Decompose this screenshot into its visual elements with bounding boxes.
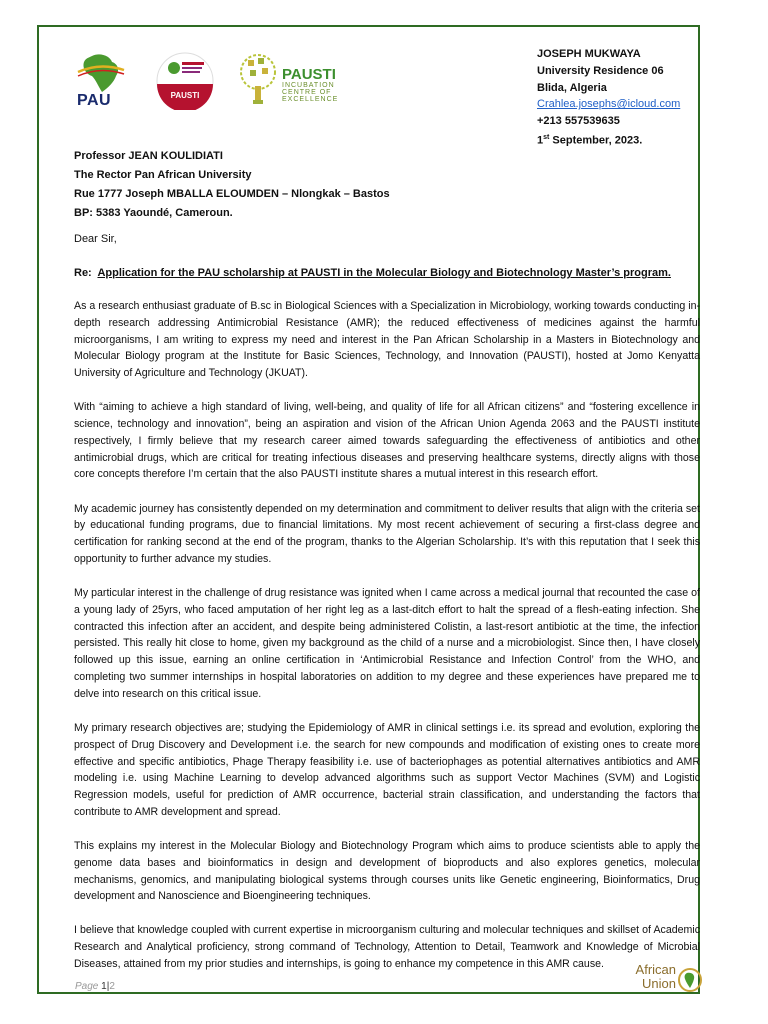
sender-block — [537, 46, 680, 149]
letter-date: 1st September, 2023. — [537, 133, 643, 147]
recipient-name: Professor JEAN KOULIDIATI — [74, 150, 223, 162]
pau-wordmark: PAU — [77, 92, 112, 109]
body-paragraph: My academic journey has consistently depended on my determination and commitment to deliver results that align with the criteria set by educational funding programs, due to financial limitations. My most recent achievement of securing a first-class degree and certification for ranking second at the end of the program, thanks to the Algerian Scholarship. It’s with this reputation that I seek this opportunity to further advance my studies. — [74, 502, 700, 565]
au-emblem-icon — [678, 967, 702, 993]
body-paragraph: My particular interest in the challenge of drug resistance was ignited when I came across a medical journal that recounted the case of a young lady of 25yrs, who faced amputation of her right leg as a last-ditch effort to halt the spread of a flesh-eating infection. She contracted this infection after an accident, and despite being administered Colistin, a last-resort antibiotic at the time, the infection persisted. This really hit close to home, given my background as the child of a nurse and a microbiologist. Since then, I have closely followed up this issue, earning an online certification in ‘Antimicrobial Resistance and Infection Control’ from the WHO, and completing two summer internships in hospital laboratories on addition to my degree and these experiences have prepared me to delve into research on this critical issue. — [74, 587, 700, 700]
pausti-badge-logo — [156, 52, 214, 110]
african-union-wordmark: African Union — [635, 962, 676, 991]
subject-text: Application for the PAU scholarship at PAUSTI in the Molecular Biology and Biotechnology Master’s program. — [97, 267, 671, 279]
letter-body — [74, 298, 700, 990]
body-paragraph: As a research enthusiast graduate of B.sc in Biological Sciences with a Specialization in Microbiology, working towards conducting in-depth research addressing Antimicrobial Resistance (AMR); the reduced effectiveness of medicines against the harmful microorganisms, I am writing to express my need and interest in the Pan African Scholarship in a Masters in Biotechnology and Molecular Biology program at the Institute for Basic Sciences, Technology, and Innovation (PAUSTI), hosted at Jomo Kenyatta University of Agriculture and Technology (JKUAT). — [74, 300, 700, 380]
recipient-postbox: BP: 5383 Yaoundé, Cameroun. — [74, 207, 233, 219]
subject-prefix: Re: — [74, 267, 92, 279]
page-number: Page 1|2 — [75, 981, 115, 992]
body-paragraph: I believe that knowledge coupled with current expertise in microorganism culturing and molecular techniques and skillset of Academic Research and Analytical proficiency, strong command of Technology, Attention to Detail, Teamwork and Knowledge of Microbial Diseases, attained from my prior studies and internships, is going to enhance my competence in this AMR cause. — [74, 924, 700, 971]
african-union-logo — [634, 963, 704, 997]
incubation-subtitle: INCUBATION CENTRE OF EXCELLENCE — [282, 82, 339, 103]
sender-address-line1: University Residence 06 — [537, 64, 664, 77]
subject-line — [74, 267, 671, 279]
sender-name: JOSEPH MUKWAYA — [537, 48, 641, 60]
pausti-badge-text: PAUSTI — [170, 91, 200, 100]
body-paragraph: With “aiming to achieve a high standard of living, well-being, and quality of life for all African citizens” and “fostering excellence in science, technology and innovation”, being an aspiration and vision of the African Union Agenda 2063 and the PAUSTI institute respectively, I firmly believe that my research career aimed towards safeguarding the effectiveness of antibiotics and other antimicrobial drugs, which are critical for treating infectious diseases and preserving healthcare systems, directly aligns with those core concepts therefore I’m certain that the also PAUSTI institute shares a mutual interest in this research effort. — [74, 401, 700, 481]
recipient-title: The Rector Pan African University — [74, 169, 252, 181]
salutation: Dear Sir, — [74, 233, 117, 245]
pausti-incubation-logo — [238, 52, 358, 112]
recipient-block — [74, 147, 390, 223]
sender-email-link[interactable]: Crahlea.josephs@icloud.com — [537, 98, 681, 111]
tree-lightbulb-icon — [238, 52, 280, 108]
sender-address-line2: Blida, Algeria — [537, 81, 607, 94]
pau-logo — [70, 52, 130, 114]
incubation-title: PAUSTI — [282, 66, 336, 83]
body-paragraph: This explains my interest in the Molecular Biology and Biotechnology Program which aims to produce scientists able to apply the genome data bases and bioinformatics in design and development of bioproducts and also explores genetics, molecular mechanisms, genomics, and manipulating biological systems through courses units like Genetic engineering, Bioinformatics, Drug development and Nanoscience and Bioengineering techniques. — [74, 840, 700, 903]
sender-phone: +213 557539635 — [537, 115, 620, 128]
africa-map-icon — [70, 52, 130, 96]
body-paragraph: My primary research objectives are; studying the Epidemiology of AMR in clinical settings i.e. its spread and evolution, exploring the prospect of Drug Discovery and Development i.e. the search for new compounds and modification of existing ones to create more effective and specific antibiotics, Phage Therapy feasibility i.e. use of bacteriophages as potential alternatives antibiotics and AMR modeling i.e. using Machine Learning to develop advanced algorithms such as support Vector Machines (SVM) and Logistic Regression models, useful for prediction of AMR occurrence, bacterial strain classification, and understanding the factors that contribute to AMR development and spread. — [74, 721, 700, 818]
recipient-street: Rue 1777 Joseph MBALLA ELOUMDEN – Nlongkak – Bastos — [74, 188, 390, 200]
